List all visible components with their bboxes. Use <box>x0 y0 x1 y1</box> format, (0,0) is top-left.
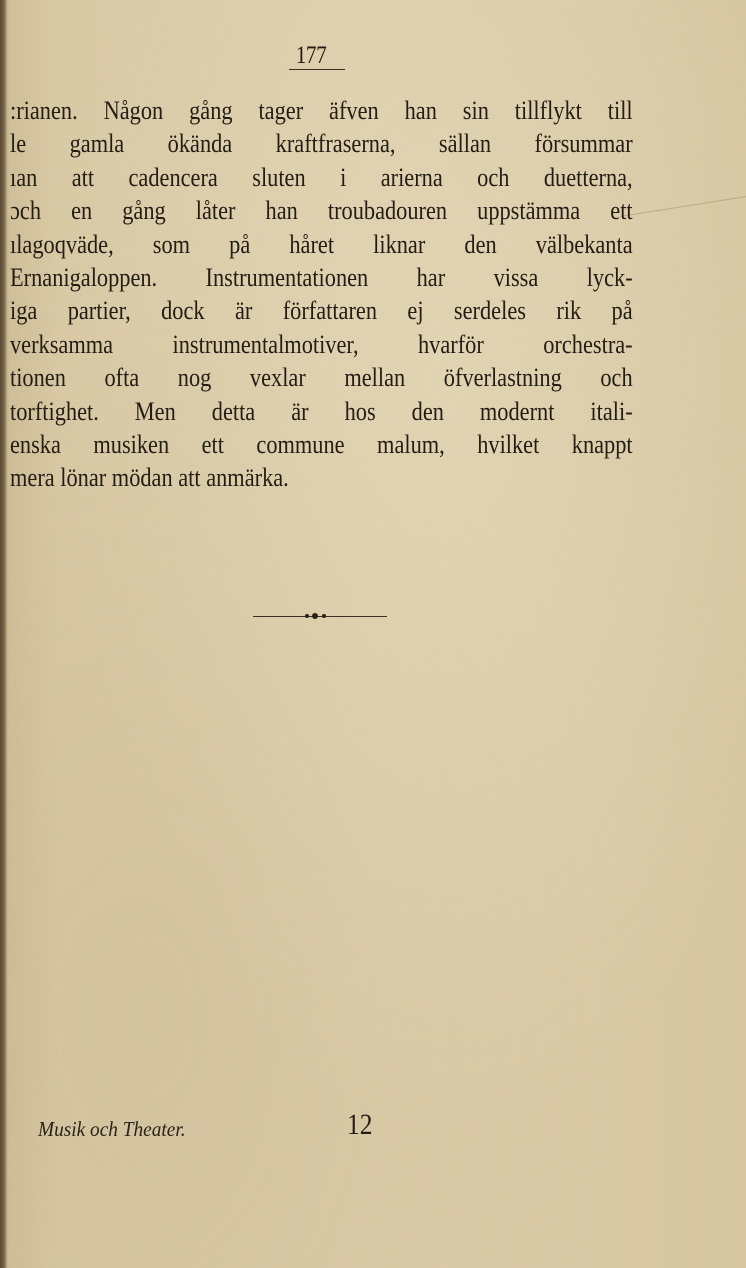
text-line: le gamla ökända kraftfraserna, sällan försummar <box>10 129 633 159</box>
ornament-dot-icon <box>322 614 326 618</box>
text-line: ɔch en gång låter han troubadouren uppstämma ett <box>10 196 633 226</box>
body-text <box>10 94 633 495</box>
divider-line <box>253 616 387 617</box>
text-line: ılagoqväde, som på håret liknar den välbekanta <box>10 229 633 259</box>
text-line: :rianen. Någon gång tager äfven han sin tillflykt till <box>10 96 633 125</box>
footer-signature-title: Musik och Theater. <box>38 1117 186 1141</box>
text-line: ıan att cadencera sluten i arierna och duetterna, <box>10 162 633 192</box>
text-line: iga partier, dock är författaren ej serdeles rik på <box>10 296 633 326</box>
text-line: Ernanigaloppen. Instrumentationen har vissa lyck- <box>10 262 633 292</box>
footer-signature-mark: 12 <box>347 1108 373 1141</box>
text-line: torftighet. Men detta är hos den modernt itali- <box>10 396 633 426</box>
text-line: verksamma instrumentalmotiver, hvarför orchestra- <box>10 329 633 359</box>
ornament-diamond-icon <box>312 613 318 619</box>
binding-shadow <box>6 0 9 1268</box>
ornament-dot-icon <box>305 614 309 618</box>
text-line: enska musiken ett commune malum, hvilket knappt <box>10 429 633 459</box>
text-line-last: mera lönar mödan att anmärka. <box>10 463 289 493</box>
page-number: 177 <box>295 42 327 69</box>
paper-crease <box>620 194 746 217</box>
section-divider-ornament <box>253 612 387 622</box>
text-line: tionen ofta nog vexlar mellan öfverlastning och <box>10 363 633 393</box>
page-number-rule <box>289 69 345 70</box>
